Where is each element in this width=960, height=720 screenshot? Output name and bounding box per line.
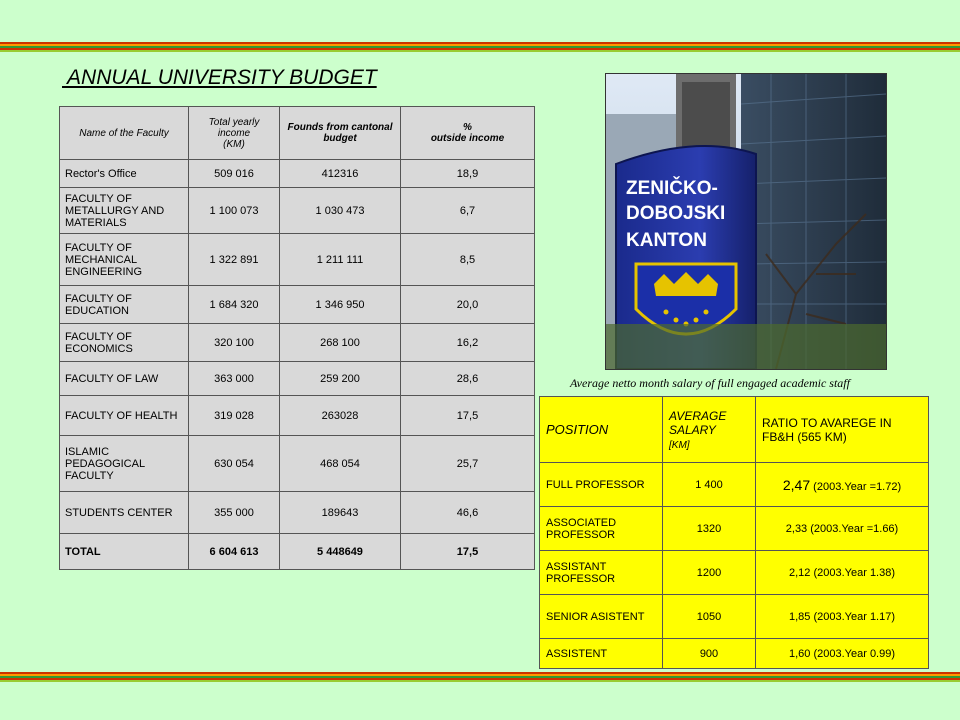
outside-percent: 28,6 [401,362,535,396]
table-row [60,396,535,436]
ratio-cell: 1,60 (2003.Year 0.99) [756,639,929,669]
total-row [60,534,535,570]
page-title: ANNUAL UNIVERSITY BUDGET [62,66,377,89]
cantonal-founds: 189643 [280,492,401,534]
total-label: TOTAL [60,534,189,570]
col-outside-income: % outside income [401,107,535,160]
faculty-name: FACULTY OF METALLURGY AND MATERIALS [60,188,189,234]
position-name: ASSISTANT PROFESSOR [540,551,663,595]
position-name: ASSISTENT [540,639,663,669]
total-income: 1 322 891 [189,234,280,286]
table-row [60,492,535,534]
table-row [540,463,929,507]
table-row [60,234,535,286]
outside-percent: 20,0 [401,286,535,324]
faculty-name: Rector's Office [60,160,189,188]
cantonal-founds: 1 211 111 [280,234,401,286]
bottom-stripe-divider [0,672,960,682]
outside-percent: 17,5 [401,396,535,436]
faculty-name: FACULTY OF ECONOMICS [60,324,189,362]
table-row [540,507,929,551]
top-stripe-divider [0,42,960,52]
total-income: 363 000 [189,362,280,396]
cantonal-founds-sum: 5 448649 [280,534,401,570]
total-income: 509 016 [189,160,280,188]
salary-table [539,396,929,669]
outside-percent: 25,7 [401,436,535,492]
cantonal-founds: 1 030 473 [280,188,401,234]
outside-percent: 8,5 [401,234,535,286]
total-income: 320 100 [189,324,280,362]
table-row [60,286,535,324]
average-salary: 1 400 [663,463,756,507]
faculty-name: FACULTY OF LAW [60,362,189,396]
salary-header-row [540,397,929,463]
total-income: 319 028 [189,396,280,436]
crown-icon [654,272,718,296]
total-income: 355 000 [189,492,280,534]
col-total-income: Total yearly income (KM) [189,107,280,160]
total-income: 630 054 [189,436,280,492]
foreground-bushes [606,324,886,369]
table-row [540,595,929,639]
faculty-name: FACULTY OF MECHANICAL ENGINEERING [60,234,189,286]
col-faculty-name: Name of the Faculty [60,107,189,160]
col-cantonal-budget: Founds from cantonal budget [280,107,401,160]
average-salary: 900 [663,639,756,669]
budget-table [59,106,535,570]
sign-text-line3: KANTON [626,230,707,251]
table-row [60,436,535,492]
faculty-name: ISLAMIC PEDAGOGICAL FACULTY [60,436,189,492]
ratio-cell: 2,47 (2003.Year =1.72) [756,463,929,507]
sign-text-line2: DOBOJSKI [626,203,726,224]
cantonal-founds: 259 200 [280,362,401,396]
building-illustration [606,74,886,369]
average-salary: 1320 [663,507,756,551]
outside-percent: 46,6 [401,492,535,534]
table-row [60,188,535,234]
table-row [60,324,535,362]
cantonal-founds: 412316 [280,160,401,188]
position-name: SENIOR ASISTENT [540,595,663,639]
table-row [540,551,929,595]
col-ratio: RATIO TO AVAREGE IN FB&H (565 KM) [756,397,929,463]
total-income-sum: 6 604 613 [189,534,280,570]
table-row [540,639,929,669]
outside-percent: 16,2 [401,324,535,362]
col-average-salary: AVERAGE SALARY [KM] [663,397,756,463]
average-salary: 1200 [663,551,756,595]
total-income: 1 100 073 [189,188,280,234]
outside-percent: 18,9 [401,160,535,188]
ratio-cell: 1,85 (2003.Year 1.17) [756,595,929,639]
ratio-cell: 2,33 (2003.Year =1.66) [756,507,929,551]
table-row [60,160,535,188]
outside-percent: 6,7 [401,188,535,234]
total-income: 1 684 320 [189,286,280,324]
faculty-name: FACULTY OF HEALTH [60,396,189,436]
col-position: POSITION [540,397,663,463]
position-name: FULL PROFESSOR [540,463,663,507]
canton-building-photo [605,73,887,370]
salary-caption: Average netto month salary of full engaged academic staff [570,376,850,390]
position-name: ASSOCIATED PROFESSOR [540,507,663,551]
sign-text-line1: ZENIČKO- [626,178,718,199]
faculty-name: FACULTY OF EDUCATION [60,286,189,324]
average-salary: 1050 [663,595,756,639]
cantonal-founds: 1 346 950 [280,286,401,324]
table-row [60,362,535,396]
cantonal-founds: 468 054 [280,436,401,492]
cantonal-founds: 268 100 [280,324,401,362]
budget-header-row [60,107,535,160]
outside-percent-total: 17,5 [401,534,535,570]
faculty-name: STUDENTS CENTER [60,492,189,534]
cantonal-founds: 263028 [280,396,401,436]
ratio-cell: 2,12 (2003.Year 1.38) [756,551,929,595]
